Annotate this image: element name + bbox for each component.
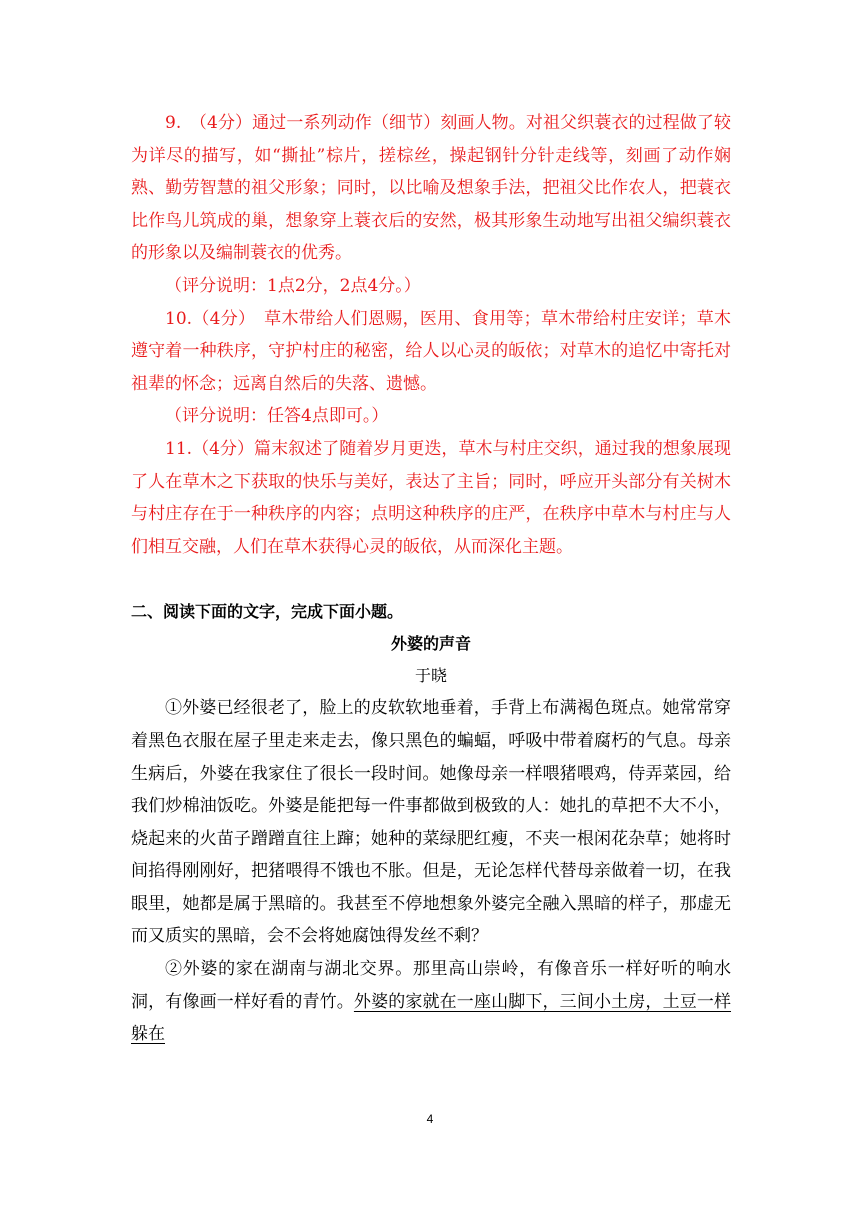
answer-q9: 9. （4分）通过一系列动作（细节）刻画人物。对祖父织蓑衣的过程做了较为详尽的描写，如“撕扯”棕片，搓棕丝，操起钢针分针走线等，刻画了动作娴熟、勤劳智慧的祖父形象；同时，以比喻及想象手法，把祖父比作农人，把蓑衣比作鸟儿筑成的巢，想象穿上蓑衣后的安然，极其形象生动地写出祖父编织蓑衣的形象以及编制蓑衣的优秀。 <box>131 113 731 264</box>
answer-q11: 11.（4分）篇末叙述了随着岁月更迭，草木与村庄交织，通过我的想象展现了人在草木之下获取的快乐与美好，表达了主旨；同时，呼应开头部分有关树木与村庄存在于一种秩序的内容；点明这种秩序的庄严，在秩序中草木与村庄与人们相互交融，人们在草木获得心灵的皈依，从而深化主题。 <box>131 438 731 557</box>
answer-q10-scoring-note: （评分说明：任答4点即可。） <box>165 406 389 427</box>
passage-title: 外婆的声音 <box>390 634 471 654</box>
section-heading: 二、阅读下面的文字，完成下面小题。 <box>131 602 404 622</box>
passage-paragraph-1: ①外婆已经很老了，脸上的皮软软地垂着，手背上布满褐色斑点。她常常穿着黑色衣服在屋子里走来走去，像只黑色的蝙蝠，呼吸中带着腐朽的气息。母亲生病后，外婆在我家住了很长一段时间。她像母亲一样喂猪喂鸡，侍弄菜园，给我们炒棉油饭吃。外婆是能把每一件事都做到极致的人：她扎的草把不大不小，烧起来的火苗子蹭蹭直往上蹿；她种的菜绿肥红瘦，不夹一根闲花杂草；她将时间掐得刚刚好，把猪喂得不饿也不胀。但是，无论怎样代替母亲做着一切，在我眼里，她都是属于黑暗的。我甚至不停地想象外婆完全融入黑暗的样子，那虚无而又质实的黑暗，会不会将她腐蚀得发丝不剩？ <box>131 698 731 947</box>
paragraph-2-underlined-sentence: 外婆的家就在一座山脚下，三间小土房，土豆一样躲在 <box>131 991 732 1045</box>
page-content <box>131 107 731 1051</box>
paragraph-2-text: ②外婆的家在湖南与湖北交界。那里高山崇岭，有像音乐一样好听的响水洞，有像画一样好看的青竹。 <box>131 959 731 1012</box>
section-spacer <box>131 563 731 596</box>
answer-q10: 10.（4分） 草木带给人们恩赐，医用、食用等；草木带给村庄安详；草木遵守着一种秩序，守护村庄的秘密，给人以心灵的皈依；对草木的追忆中寄托对祖辈的怀念；远离自然后的失落、遗憾。 <box>131 308 731 394</box>
answer-q9-scoring-note: （评分说明：1点2分，2点4分。） <box>165 275 421 296</box>
page-number: 4 <box>426 1112 434 1126</box>
passage-paragraph-2 <box>131 953 731 1051</box>
passage-author: 于晓 <box>414 666 447 686</box>
